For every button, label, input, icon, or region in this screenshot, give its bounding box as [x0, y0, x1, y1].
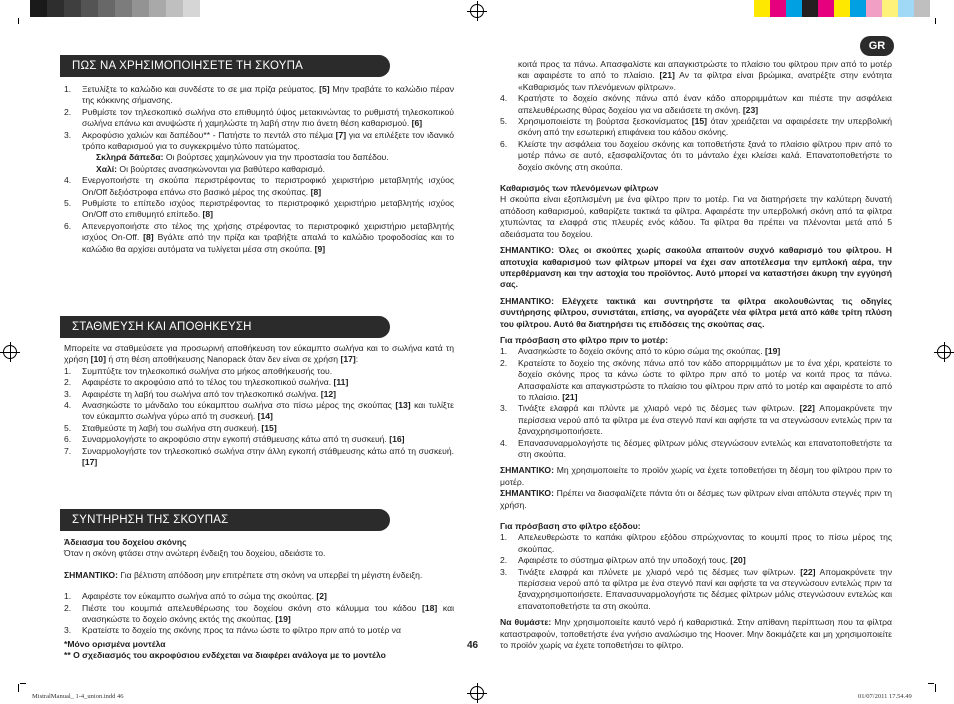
list-item-number: 1.	[500, 532, 508, 543]
list-item-number: 3.	[64, 388, 72, 399]
list-item	[64, 107, 454, 130]
list-item-text: Επανασυναρμολογήστε τις δέσμες φίλτρων μόλις στεγνώσουν εντελώς και επανατοποθετήστε τα στη σκούπα.	[518, 437, 892, 459]
bin-steps-continued	[500, 93, 892, 173]
right-column	[500, 59, 892, 652]
registration-mark-bottom-icon	[470, 686, 484, 700]
continued-text: κοιτά προς τα πάνω. Απασφαλίστε και απαγκιστρώστε το πλαίσιο του φίλτρου πριν από το μοτέρ και αφαιρέστε το από το πλαίσιο. [21] Αν τα φίλτρα είναι βρώμικα, ανατρέξτε στην ενότητα «Καθαρισμός των πλενόμενων φίλτρων».	[518, 59, 892, 92]
color-swatch	[115, 0, 132, 17]
list-item	[64, 198, 454, 221]
list-item-text: Κρατείστε το δοχείο της σκόνης προς τα πάνω ώστε το φίλτρο πριν από το μοτέρ να	[82, 625, 401, 636]
storage-section-body	[64, 343, 454, 468]
list-item	[64, 175, 454, 198]
list-item	[64, 130, 454, 153]
carpet-note: Χαλί: Οι βούρτσες ανασηκώνονται για βαθύτερο καθαρισμό.	[96, 163, 326, 174]
maintenance-section-body	[64, 537, 454, 662]
color-swatch	[850, 0, 866, 17]
list-item-number: 3.	[500, 403, 508, 414]
list-item-number: 1.	[64, 591, 72, 602]
crop-mark	[935, 684, 936, 692]
list-item-text: Συναρμολογήστε τον τηλεσκοπικό σωλήνα στην άλλη εγκοπή στάθμευσης κάτω από τη συσκευή. [17]	[82, 445, 454, 468]
list-item-number: 1.	[64, 365, 72, 376]
list-item-text: Ακροφύσιο χαλιών και δαπέδου** - Πατήστε το πεντάλ στο πέλμα [7] για να επιλέξετε τον ιδανικό τρόπο καθαρισμού για το συγκεκριμένο τύπο πατώματος.	[82, 129, 454, 152]
storage-intro: Μπορείτε να σταθμεύσετε για προσωρινή αποθήκευση τον εύκαμπτο σωλήνα και το σωλήνα κατά τη χρήση [10] ή στη θέση αποθήκευσης Nanopack όταν δεν είναι σε χρήση [17]:	[64, 343, 454, 365]
registration-mark-top-icon	[470, 4, 484, 18]
color-swatch	[834, 0, 850, 17]
crop-mark	[18, 684, 19, 692]
empty-bin-text: Όταν η σκόνη φτάσει στην ανώτερη ένδειξη του δοχείου, αδειάστε το.	[64, 548, 326, 559]
color-swatch	[166, 0, 183, 17]
crop-mark	[20, 683, 26, 684]
list-item	[500, 139, 892, 173]
page-number: 46	[467, 640, 479, 651]
list-item	[500, 532, 892, 555]
list-item	[500, 403, 892, 437]
list-item-number: 2.	[500, 357, 508, 368]
list-item-number: 2.	[64, 377, 72, 388]
list-item-text: Απελευθερώστε το καπάκι φίλτρου εξόδου σπρώχνοντας το κουμπί προς το πίσω μέρος της σκούπας.	[518, 532, 892, 554]
color-swatch	[30, 0, 47, 17]
footnote-nozzle: ** Ο σχεδιασμός του ακροφύσιου ενδέχεται να διαφέρει ανάλογα με το μοντέλο	[64, 650, 386, 661]
registration-mark-right-icon	[937, 345, 951, 359]
color-swatch	[802, 0, 818, 17]
list-item-number: 5.	[64, 198, 72, 209]
list-item-text: Ρυθμίστε το επίπεδο ισχύος περιστρέφοντας το περιστροφικό χειριστήριο μεταβλητής ισχύος On/Off στο επιθυμητό επίπεδο. [8]	[82, 198, 454, 220]
list-item	[64, 400, 454, 423]
usage-section-body	[64, 84, 454, 255]
language-badge: GR	[860, 36, 894, 56]
list-item-text: Τινάξτε ελαφρά και πλύνετε με χλιαρό νερό τις δέσμες των φίλτρων. [22] Απομακρύνετε την περίσσεια νερού από τα φίλτρα με ένα στεγνό πανί και αφήστε τα να στεγνώσουν εντελώς πριν τα ξαναχρησιμοποιήσετε. Επανασυναρμολογήστε τις δέσμες φίλτρων μόλις στεγνώσουν εντελώς και επανατοποθετήστε τα στη σκούπα.	[518, 566, 893, 611]
list-item-text: Συμπτύξτε τον τηλεσκοπικό σωλήνα στο μήκος αποθήκευσής του.	[82, 365, 333, 376]
list-item-number: 3.	[64, 625, 72, 636]
footer-file-slug: MistralManual_ 1-4_union.indd 46	[32, 693, 124, 700]
list-item-number: 2.	[64, 106, 72, 117]
color-swatch	[183, 0, 200, 17]
list-item-number: 7.	[64, 445, 72, 456]
list-item-number: 4.	[64, 400, 72, 411]
list-item-number: 6.	[64, 220, 72, 231]
list-item	[500, 358, 892, 404]
usage-steps	[64, 84, 454, 152]
color-swatch	[898, 0, 914, 17]
list-item-number: 4.	[64, 175, 72, 186]
washable-filters-text: Η σκούπα είναι εξοπλισμένη με ένα φίλτρο πριν το μοτέρ. Για να διατηρήσετε την καλύτερη δυνατή απόδοση καθαρισμού, καθαρίζετε τακτικά τα φίλτρα. Αφαιρέστε την υπερβολική σκόνη από τα φίλτρα χτυπώντας τα ελαφρά στις πλευρές ενός κάδου. Τα φίλτρα θα πρέπει να πλένονται μετά από 5 αδειάσματα του δοχείου.	[500, 194, 892, 239]
list-item	[64, 389, 454, 400]
color-swatch	[64, 0, 81, 17]
list-item-number: 4.	[500, 437, 508, 448]
list-item	[500, 567, 892, 613]
list-item-text: Αφαιρέστε τον εύκαμπτο σωλήνα από το σώμα της σκούπας. [2]	[82, 591, 327, 602]
list-item	[64, 377, 454, 388]
list-item-text: Ξετυλίξτε το καλώδιο και συνδέστε το σε μια πρίζα ρεύματος. [5] Μην τραβάτε το καλώδιο πέραν της κόκκινης σήμανσης.	[82, 84, 454, 106]
list-item-number: 2.	[64, 602, 72, 613]
list-item-text: Αφαιρέστε τη λαβή του σωλήνα από τον τηλεσκοπικό σωλήνα. [12]	[82, 388, 337, 399]
list-item-text: Ενεργοποιήστε τη σκούπα περιστρέφοντας το περιστροφικό χειριστήριο μεταβλητής ισχύος On/Off δεξιόστροφα επάνω στο βασικό μέρος της σκούπας. [8]	[82, 175, 454, 197]
exhaust-filter-steps	[500, 532, 892, 612]
color-swatch	[132, 0, 149, 17]
list-item	[64, 366, 454, 377]
hard-floor-note: Σκληρά δάπεδα: Οι βούρτσες χαμηλώνουν για την προστασία του δαπέδου.	[96, 152, 389, 163]
list-item-number: 3.	[64, 129, 72, 140]
list-item-number: 4.	[500, 93, 508, 104]
list-item-number: 6.	[64, 434, 72, 445]
empty-bin-steps	[64, 591, 454, 637]
crop-mark	[928, 683, 934, 684]
list-item-number: 3.	[500, 566, 508, 577]
list-item-text: Κλείστε την ασφάλεια του δοχείου σκόνης και τοποθετήστε ξανά το πλαίσιο φίλτρου πριν από το μοτέρ πάνω σε αυτό, εξασφαλίζοντας ότι το μάνταλο έχει κλείσει καλά. Επανατοποθετήστε το δοχείο σκόνης στη σκούπα.	[518, 138, 892, 172]
crop-mark	[18, 18, 19, 24]
list-item-number: 2.	[500, 555, 508, 566]
footer-date-slug: 01/07/2011 17.54.49	[858, 693, 912, 700]
color-swatch	[786, 0, 802, 17]
list-item	[500, 438, 892, 461]
important-note-filter-cleaning: ΣΗΜΑΝΤΙΚΟ: Όλες οι σκούπες χωρίς σακούλα απαιτούν συχνό καθαρισμό του φίλτρου. Η αποτυχία καθαρισμού των φίλτρων μπορεί να έχει σαν αποτέλεσμα την εμπλοκή αέρα, την υπερθέρμανση και την αστοχία του προϊόντος. Αυτό μπορεί να καταστήσει άκυρη την εγγύησή σας.	[500, 245, 892, 290]
list-item-text: Σταθμεύστε τη λαβή του σωλήνα στη συσκευή. [15]	[82, 422, 277, 433]
color-swatch	[754, 0, 770, 17]
color-swatch	[770, 0, 786, 17]
list-item-text: Ανασηκώστε το δοχείο σκόνης από το κύριο σώμα της σκούπας. [19]	[518, 346, 781, 357]
registration-mark-left-icon	[3, 345, 17, 359]
section-header-usage: ΠΩΣ ΝΑ ΧΡΗΣΙΜΟΠΟΙΗΣΕΤΕ ΤΗ ΣΚΟΥΠΑ	[60, 55, 390, 77]
remember-note: Να θυμάστε: Μην χρησιμοποιείτε καυτό νερό ή καθαριστικά. Στην απίθανη περίπτωση που τα φίλτρα καταστραφούν, τοποθετήστε ένα γνήσιο αναλώσιμο της Hoover. Μην δοκιμάζετε και μη χρησιμοποιείτε το προϊόν χωρίς να έχετε τοποθετήσει το φίλτρο.	[500, 617, 892, 651]
list-item-text: Απενεργοποιήστε στο τέλος της χρήσης στρέφοντας το περιστροφικό χειριστήριο μεταβλητής ισχύος On-Off. [8] Βγάλτε από την πρίζα και τραβήξτε απαλά το καλώδιο τροφοδοσίας και το καλώδιο θα αρχίσει αυτόματα να τυλίγεται μέσα στη σκούπα. [9]	[82, 220, 454, 254]
color-swatch	[882, 0, 898, 17]
list-item-text: Χρησιμοποιείστε τη βούρτσα ξεσκονίσματος [15] όταν χρειάζεται να αφαιρέσετε την υπερβολική σκόνη από την εσωτερική επιφάνεια του κάδου σκόνης.	[518, 116, 892, 138]
exhaust-filter-heading: Για πρόσβαση στο φίλτρο εξόδου:	[500, 521, 641, 532]
list-item	[64, 434, 454, 445]
footnote-models: *Μόνο ορισμένα μοντέλα	[64, 638, 166, 649]
list-item-text: Ανασηκώστε το μάνδαλο του εύκαμπτου σωλήνα στο πίσω μέρος της σκούπας [13] και τυλίξτε τον εύκαμπτο σωλήνα γύρω από τη συσκευή. [14]	[82, 400, 454, 422]
list-item	[500, 116, 892, 139]
color-swatch	[149, 0, 166, 17]
list-item-text: Αφαιρέστε το σύστημα φίλτρων από την υποδοχή τους. [20]	[518, 555, 746, 566]
important-note-filter-maintenance: ΣΗΜΑΝΤΙΚΟ: Ελέγχετε τακτικά και συντηρήστε τα φίλτρα ακολουθώντας τις οδηγίες συντήρησης φίλτρου, συνιστάται, επίσης, να αγοράζετε νέα φίλτρα μετά από κάθε τρίτη πλύση του φίλτρου. Αυτό θα διατηρήσει τις επιδόσεις της σκούπας σας.	[500, 295, 892, 329]
empty-bin-heading: Άδειασμα του δοχείου σκόνης	[64, 537, 187, 547]
list-item	[64, 625, 454, 636]
list-item-text: Κρατείστε το δοχείο της σκόνης πάνω από τον κάδο απορριμμάτων με το ένα χέρι, κρατείστε το δοχείο σκόνης προς τα κάνω ώστε το φίλτρο πριν από το μοτέρ να κοιτά προς τα πάνω. Απασφαλίστε και απαγκιστρώστε το πλαίσιο του φίλτρου πριν από το μοτέρ και αφαιρέστε το από το πλαίσιο. [21]	[518, 357, 892, 402]
list-item-number: 6.	[500, 138, 508, 149]
important-note-no-filter: ΣΗΜΑΝΤΙΚΟ: Μη χρησιμοποιείτε το προϊόν χωρίς να έχετε τοποθετήσει τη δέσμη του φίλτρου πριν το μοτέρ.	[500, 465, 892, 487]
important-note-dry-filters: ΣΗΜΑΝΤΙΚΟ: Πρέπει να διασφαλίζετε πάντα ότι οι δέσμες των φίλτρων είναι απόλυτα στεγνές πριν τη χρήση.	[500, 488, 892, 510]
usage-steps-continued	[64, 175, 454, 255]
list-item	[64, 446, 454, 469]
pre-motor-filter-heading: Για πρόσβαση στο φίλτρο πριν το μοτέρ:	[500, 334, 669, 345]
list-item-number: 5.	[64, 422, 72, 433]
color-swatch	[914, 0, 930, 17]
list-item-number: 5.	[500, 116, 508, 127]
list-item	[500, 93, 892, 116]
washable-filters-heading: Καθαρισμός των πλενόμενων φίλτρων	[500, 183, 659, 194]
list-item-number: 1.	[64, 84, 72, 94]
list-item-text: Ρυθμίστε τον τηλεσκοπικό σωλήνα στο επιθυμητό ύψος μετακινώντας το ρυθμιστή τηλεσκοπικού σωλήνα επάνω και ανυψώστε ή χαμηλώστε τη λαβή στην πιο άνετη θέση καθαρισμού. [6]	[82, 106, 454, 129]
list-item-text: Πιέστε του κουμπιά απελευθέρωσης του δοχείου σκόνη στο κάλυμμα του κάδου [18] και ανασηκώστε το δοχείο σκόνης εκτός της σκούπας. [19]	[82, 602, 454, 625]
color-swatch	[818, 0, 834, 17]
color-swatch	[81, 0, 98, 17]
list-item-text: Κρατήστε το δοχείο σκόνης πάνω από έναν κάδο απορριμμάτων και πιέστε την ασφάλεια απελευθέρωσης θύρας δοχείου για να αδειάσετε τη σκόνη. [23]	[518, 93, 892, 115]
section-header-maintenance: ΣΥΝΤΗΡΗΣΗ ΤΗΣ ΣΚΟΥΠΑΣ	[60, 509, 390, 531]
list-item	[500, 555, 892, 566]
list-item	[64, 591, 454, 602]
important-note-dust: ΣΗΜΑΝΤΙΚΟ: Για βέλτιστη απόδοση μην επιτρέπετε στη σκόνη να υπερβεί τη μέγιστη ένδειξη.	[64, 569, 423, 580]
list-item-text: Συναρμολογήστε το ακροφύσιο στην εγκοπή στάθμευσης κάτω από τη συσκευή. [16]	[82, 434, 405, 445]
list-item	[64, 84, 454, 107]
list-item-text: Τινάξτε ελαφρά και πλύντε με χλιαρό νερό τις δέσμες των φίλτρων. [22] Απομακρύνετε την περίσσεια νερού από τα φίλτρα με ένα στεγνό πανί και αφήστε τα να στεγνώσουν εντελώς πριν τα ξαναχρησιμοποιήσετε.	[518, 403, 893, 437]
color-swatch	[47, 0, 64, 17]
storage-steps	[64, 366, 454, 469]
list-item	[64, 603, 454, 626]
section-header-storage: ΣΤΑΘΜΕΥΣΗ ΚΑΙ ΑΠΟΘΗΚΕΥΣΗ	[60, 316, 390, 338]
list-item	[500, 346, 892, 357]
list-item	[64, 423, 454, 434]
color-swatch	[866, 0, 882, 17]
pre-motor-filter-steps	[500, 346, 892, 460]
list-item	[64, 221, 454, 255]
crop-mark	[935, 18, 936, 24]
list-item-text: Αφαιρέστε το ακροφύσιο από το τέλος του τηλεσκοπικού σωλήνα. [11]	[82, 377, 349, 388]
color-swatch	[98, 0, 115, 17]
list-item-number: 1.	[500, 346, 508, 357]
